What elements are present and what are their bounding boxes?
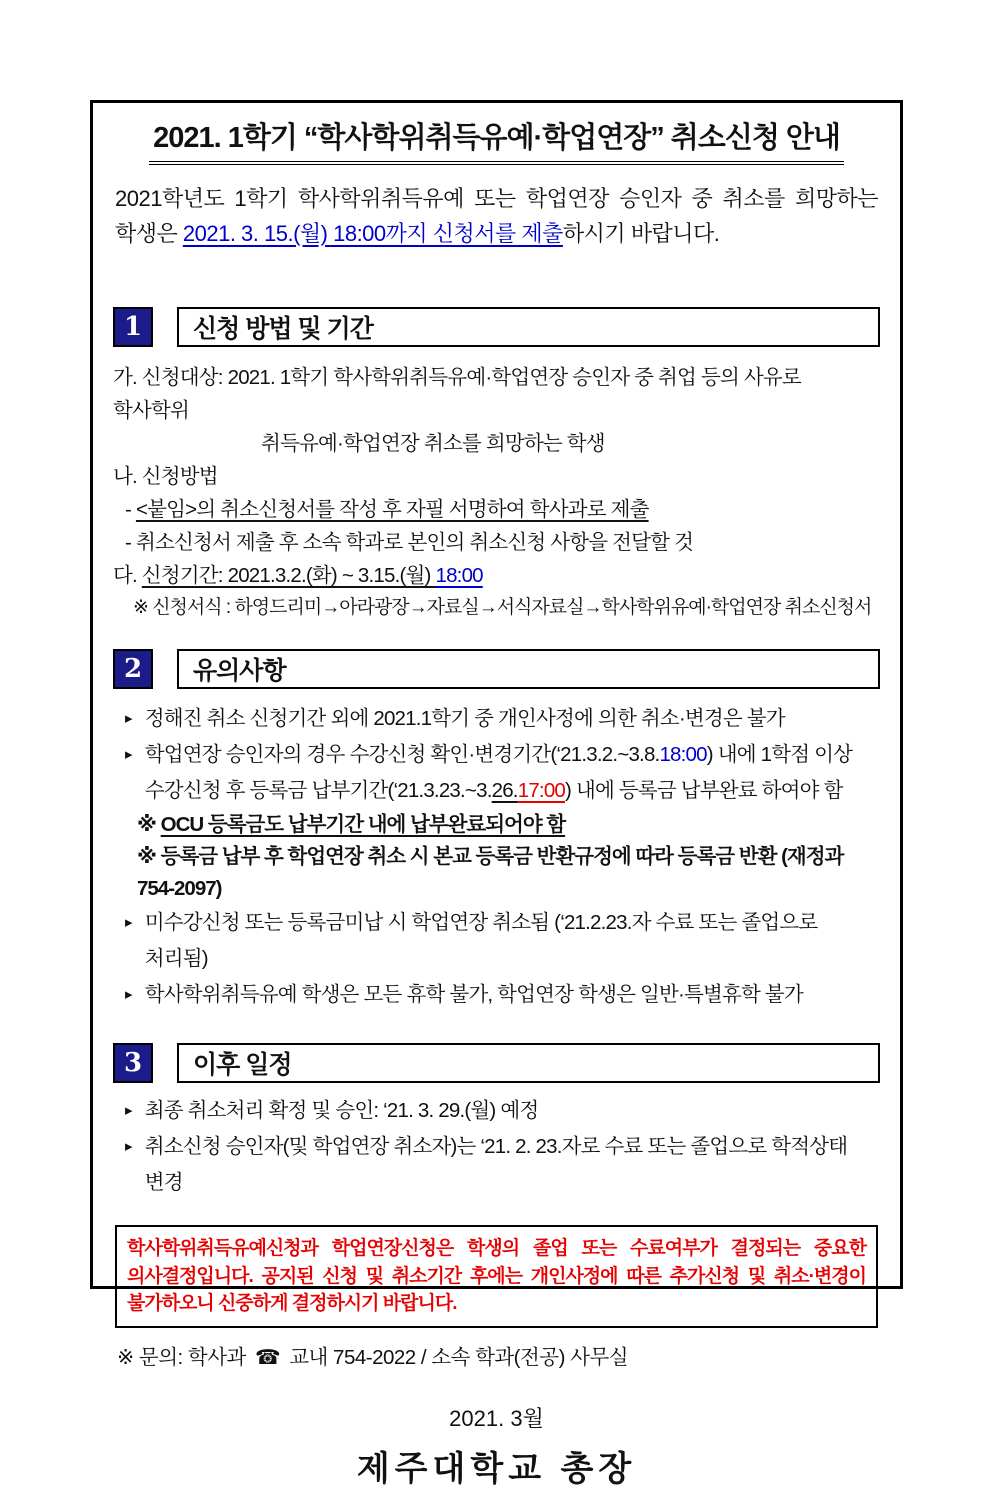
reference-mark-icon: ※ [117, 1345, 134, 1369]
bullet-icon: ▸ [125, 1102, 132, 1119]
refund-note [137, 841, 880, 905]
contact-detail: 교내 754-2022 / 소속 학과(전공) 사무실 [289, 1345, 629, 1369]
intro-paragraph [115, 181, 878, 251]
section-2-content [113, 701, 880, 1013]
section-3-header [113, 1043, 880, 1083]
caution-2-text [145, 737, 852, 809]
application-period: 신청기간: 2021.3.2.(화) ~ 3.15.(월) [141, 564, 436, 587]
list-item-method-1 [125, 493, 880, 526]
contact-line [117, 1342, 880, 1374]
application-deadline-time: 18:00 [435, 564, 483, 587]
section-2-number-badge: 2 [113, 649, 153, 689]
ocu-note-text: OCU 등록금도 납부기간 내에 납부완료되어야 함 [160, 813, 566, 836]
section-1-title: 신청 방법 및 기간 [177, 307, 880, 347]
tuition-deadline-day: 26. [491, 779, 518, 802]
schedule-1-text: 최종 취소처리 확정 및 승인: ‘21. 3. 29.(월) 예정 [144, 1099, 539, 1122]
course-change-deadline-time: 18:00 [659, 743, 707, 766]
section-1-header [113, 307, 880, 347]
footer-signer: 제주대학교 총장 [356, 1449, 637, 1488]
contact-label: 문의: 학사과 [138, 1345, 246, 1369]
page-title-text: 2021. 1학기 “학사학위취득유예·학업연장” 취소신청 안내 [149, 115, 844, 165]
method-2-text: 취소신청서 제출 후 소속 학과로 본인의 취소신청 사항을 전달할 것 [135, 531, 694, 554]
dash-marker: - [125, 531, 132, 554]
list-item-ga-line1: 가. 신청대상: 2021. 1학기 학사학위취득유예·학업연장 승인자 중 취업 등의 사유로 학사학위 [113, 366, 801, 422]
footer-date: 2021. 3월 [449, 1405, 544, 1431]
form-location-note [133, 592, 880, 623]
list-item [113, 977, 880, 1013]
section-1-content [113, 361, 880, 623]
caution-2-l1-post: ) 내에 1학점 이상 [706, 743, 853, 766]
list-item-na: 나. 신청방법 [113, 465, 218, 488]
section-1-number-badge: 1 [113, 307, 153, 347]
schedule-2-text: 취소신청 승인자(및 학업연장 취소자)는 ‘21. 2. 23.자로 수료 또는 졸업으로 학적상태 변경 [144, 1135, 848, 1194]
section-2-header [113, 649, 880, 689]
dash-marker: - [125, 498, 132, 521]
bullet-icon: ▸ [125, 986, 132, 1003]
important-notice-box [115, 1225, 878, 1328]
bullet-icon: ▸ [125, 746, 132, 763]
caution-4-text: 학사학위취득유예 학생은 모든 휴학 불가, 학업연장 학생은 일반·특별휴학 불가 [144, 983, 803, 1006]
list-item [113, 701, 880, 737]
list-item-method-2 [125, 526, 880, 559]
list-item [113, 905, 880, 977]
phone-icon: ☎ [255, 1345, 281, 1369]
reference-mark-icon: ※ [137, 845, 156, 868]
list-item-da [113, 559, 880, 592]
caution-2-l2-pre: 수강신청 후 등록금 납부기간(‘21.3.23.~3. [144, 779, 492, 802]
caution-2-l2-post: ) 내에 등록금 납부완료 하여야 함 [565, 779, 843, 802]
page-title [111, 115, 882, 165]
method-1-text: <붙임>의 취소신청서를 작성 후 자필 서명하여 학사과로 제출 [135, 498, 649, 521]
caution-2-l1-pre: 학업연장 승인자의 경우 수강신청 확인·변경기간(‘21.3.2.~3.8. [144, 743, 660, 766]
caution-3-text: 미수강신청 또는 등록금미납 시 학업연장 취소됨 (‘21.2.23.자 수료 또는 졸업으로 처리됨) [144, 911, 818, 970]
list-item-ga-line2: 취득유예·학업연장 취소를 희망하는 학생 [261, 432, 605, 455]
document-frame [90, 100, 903, 1488]
intro-post: 하시기 바랍니다. [562, 221, 720, 246]
list-item [113, 1093, 880, 1129]
form-location-text: 신청서식 : 하영드리미→아라광장→자료실→서식자료실→학사학위유예·학업연장 취소신청서 [152, 597, 872, 618]
bullet-icon: ▸ [125, 710, 132, 727]
refund-note-text: 등록금 납부 후 학업연장 취소 시 본교 등록금 반환규정에 따라 등록금 반환 (재정과 754-2097) [137, 845, 844, 900]
reference-mark-icon: ※ [137, 813, 156, 836]
bullet-icon: ▸ [125, 914, 132, 931]
reference-mark-icon: ※ [133, 597, 148, 618]
list-item [113, 737, 880, 809]
tuition-deadline-time: 17:00 [517, 779, 566, 802]
intro-deadline-highlight: 2021. 3. 15.(월) 18:00까지 신청서를 제출 [182, 221, 563, 246]
section-3-title: 이후 일정 [177, 1043, 880, 1083]
caution-1-text: 정해진 취소 신청기간 외에 2021.1학기 중 개인사정에 의한 취소·변경은 불가 [144, 707, 785, 730]
section-2-title: 유의사항 [177, 649, 880, 689]
list-item [113, 1129, 880, 1201]
important-notice-text: 학사학위취득유예신청과 학업연장신청은 학생의 졸업 또는 수료여부가 결정되는 중요한 의사결정입니다. 공지된 신청 및 취소기간 후에는 개인사정에 따른 추가신청 및 취소·변경이 불가하오니 신중하게 결정하시기 바랍니다. [127, 1238, 866, 1314]
ocu-note [137, 809, 880, 841]
section-3-number-badge: 3 [113, 1043, 153, 1083]
bullet-icon: ▸ [125, 1138, 132, 1155]
section-3-content [113, 1093, 880, 1201]
da-label: 다. [113, 564, 142, 587]
intro-pre: 2021학년도 1학기 학사학위취득유예 또는 학업연장 승인자 중 취소를 희망하는 학생은 [115, 186, 878, 246]
